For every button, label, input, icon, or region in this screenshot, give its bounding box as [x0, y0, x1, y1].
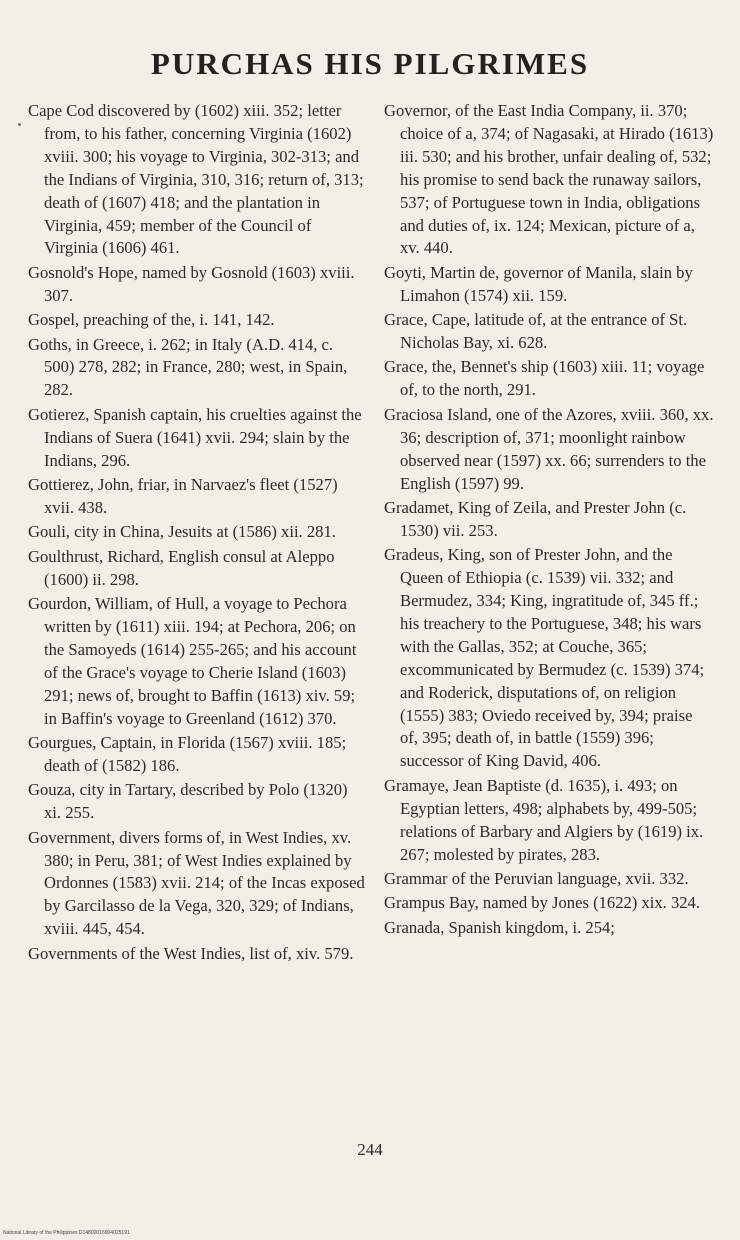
index-entry: Grace, the, Bennet's ship (1603) xiii. 11; voyage of, to the north, 291.: [384, 357, 705, 400]
index-entry: Goths, in Greece, i. 262; in Italy (A.D. 414, c. 500) 278, 282; in France, 280; west, in Spain, 282.: [28, 334, 348, 400]
index-entry: Government, divers forms of, in West Indies, xv. 380; in Peru, 381; of West Indies explained by Ordonnes (1583) xvii. 214; of the Incas exposed by Garcilasso de la Vega, 320, 329; of Indians, xviii. 445, 454.: [28, 827, 365, 939]
index-entry: Gourgues, Captain, in Florida (1567) xviii. 185; death of (1582) 186.: [28, 732, 347, 775]
index-entry: Governments of the West Indies, list of, xiv. 579.: [28, 943, 354, 963]
index-column-left: [28, 100, 366, 967]
index-entry: Goulthrust, Richard, English consul at Aleppo (1600) ii. 298.: [28, 546, 335, 589]
index-entry: Gosnold's Hope, named by Gosnold (1603) xviii. 307.: [28, 262, 355, 305]
index-entry: Governor, of the East India Company, ii. 370; choice of a, 374; of Nagasaki, at Hirado (1613) iii. 530; and his brother, unfair dealing of, 532; his promise to send back the runaway sailors, 537; of Portuguese town in India, obligations and duties of, ix. 124; Mexican, picture of a, xv. 440.: [384, 101, 714, 258]
index-entry: Gramaye, Jean Baptiste (d. 1635), i. 493; on Egyptian letters, 498; alphabets by, 499-505; relations of Barbary and Algiers by (1619) ix. 267; molested by pirates, 283.: [384, 775, 704, 864]
index-column-right: [384, 100, 714, 941]
page-number: 244: [357, 1140, 383, 1159]
index-entry: Gouli, city in China, Jesuits at (1586) xii. 281.: [28, 522, 336, 542]
index-entry: Gottierez, John, friar, in Narvaez's fleet (1527) xvii. 438.: [28, 475, 338, 517]
index-entry: Gradamet, King of Zeila, and Prester John (c. 1530) vii. 253.: [384, 497, 687, 540]
index-entry: Cape Cod discovered by (1602) xiii. 352; letter from, to his father, concerning Virginia (1602) xviii. 300; his voyage to Virginia, 302-313; and the Indians of Virginia, 310, 316; return of, 313; death of (1607) 418; and the plantation in Virginia, 459; member of the Council of Virginia (1606) 461.: [28, 101, 364, 258]
index-entry: Granada, Spanish kingdom, i. 254;: [384, 917, 615, 937]
index-entry: Grace, Cape, latitude of, at the entrance of St. Nicholas Bay, xi. 628.: [384, 310, 688, 353]
index-entry: Gradeus, King, son of Prester John, and the Queen of Ethiopia (c. 1539) vii. 332; and Bermudez, 334; King, ingratitude of, 345 ff.; his treachery to the Portuguese, 348; his wars with the Gallas, 352; at Couche, 365; excommunicated by Bermudez (c. 1539) 374; and Roderick, disputations of, on religion (1555) 383; Oviedo received by, 394; praise of, 395; death of, in battle (1559) 396; successor of King David, 406.: [384, 545, 705, 771]
index-entry: Gouza, city in Tartary, described by Polo (1320) xi. 255.: [28, 780, 348, 823]
scan-footer: National Library of the Philippines D14800016904025191: [3, 1230, 130, 1236]
index-entry: Gotierez, Spanish captain, his cruelties against the Indians of Suera (1641) xvii. 294; slain by the Indians, 296.: [28, 404, 362, 470]
margin-mark: [18, 123, 21, 126]
index-entry: Goyti, Martin de, governor of Manila, slain by Limahon (1574) xii. 159.: [384, 262, 693, 305]
index-entry: Grammar of the Peruvian language, xvii. 332.: [384, 868, 689, 888]
index-entry: Gourdon, William, of Hull, a voyage to Pechora written by (1611) xiii. 194; at Pechora, 206; on the Samoyeds (1614) 255-265; and his account of the Grace's voyage to Cherie Island (1603) 291; news of, brought to Baffin (1613) xiv. 59; in Baffin's voyage to Greenland (1612) 370.: [28, 594, 357, 728]
index-entry: Gospel, preaching of the, i. 141, 142.: [28, 310, 275, 330]
index-entry: Graciosa Island, one of the Azores, xviii. 360, xx. 36; description of, 371; moonlight rainbow observed near (1597) xx. 66; surrenders to the English (1597) 99.: [384, 404, 714, 493]
index-entry: Grampus Bay, named by Jones (1622) xix. 324.: [384, 893, 701, 913]
page-title: PURCHAS HIS PILGRIMES: [150, 46, 590, 81]
